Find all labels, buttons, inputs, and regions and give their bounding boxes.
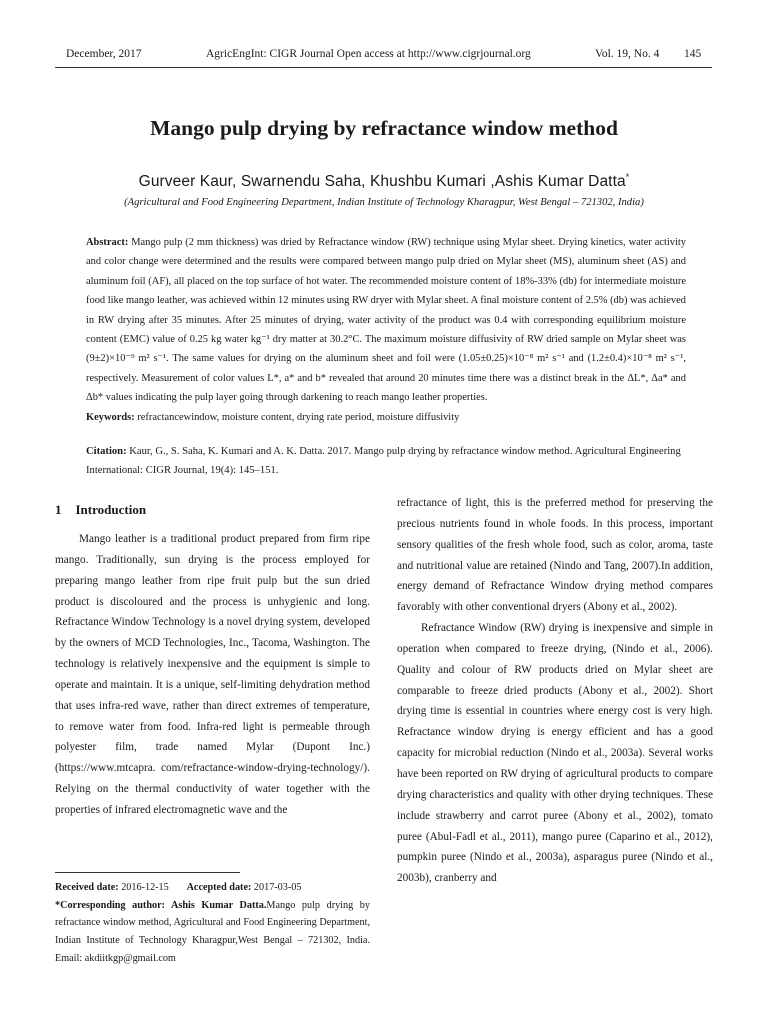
header-volume: Vol. 19, No. 4 <box>595 48 660 60</box>
abstract-block <box>86 233 686 427</box>
footnote-block <box>55 879 370 968</box>
corresponding-mark: * <box>625 172 630 182</box>
intro-paragraph-1: Mango leather is a traditional product prepared from firm ripe mango. Traditionally, sun drying is the process employed for preparing mango leather from ripe fruit pulp but the sun dried product is discoloured and the process is unhygienic and long. Refractance Window Technology is a novel drying system, developed by the owners of MCD Technologies, Inc., Tacoma, Washington. The technology is relatively inexpensive and the equipment is simple to operate and maintain. It is a unique, self-limiting dehydration method that uses infra-red wave, rather than direct extremes of temperature, to remove water from food. Infra-red light is permeable through polyester film, trade named Mylar (Dupont Inc.) (https://www.mtcapra. com/refractance-window-drying-technology/). Relying on the thermal conductivity of water together with the properties of infrared electromagnetic wave and the <box>55 533 370 816</box>
header-date: December, 2017 <box>66 48 142 60</box>
keywords-line <box>86 408 686 427</box>
received-label: Received date: <box>55 882 119 893</box>
section-title: Introduction <box>75 502 147 517</box>
affiliation: (Agricultural and Food Engineering Department, Indian Institute of Technology Kharagpur, West Bengal – 721302, India) <box>124 197 644 208</box>
corresponding-author-note <box>55 897 370 968</box>
intro-paragraph-2: Refractance Window (RW) drying is inexpensive and simple in operation when compared to freeze drying, (Nindo et al., 2006). Quality and colour of RW products dried on Mylar sheet are comparable to freeze dried products (Abony et al., 2002). Short drying time is essential in countries where energy cost is very high. Refractance window drying is energy efficient and has a good capacity for microbial reduction (Nindo et al., 2003a). Several works have been reported on RW drying of agricultural products to compare drying characteristics and quality with other drying techniques. These include strawberry and carrot puree (Abony et al., 2002), tomato puree (Abul-Fadl et al., 2011), mango puree (Caparino et al., 2012), pumpkin puree (Nindo et al., 2003a), asparagus puree (Nindo et al., 2003b), cranberry and <box>397 622 713 885</box>
accepted-date: 2017-03-05 <box>253 882 302 893</box>
header-page-number: 145 <box>684 48 702 60</box>
header-rule <box>55 67 712 68</box>
accepted-label: Accepted date: <box>186 882 252 893</box>
paper-title: Mango pulp drying by refractance window method <box>150 116 618 140</box>
citation-text: Kaur, G., S. Saha, K. Kumari and A. K. Datta. 2017. Mango pulp drying by refractance window method. Agricultural Engineering International: CIGR Journal, 19(4): 145–151. <box>86 446 681 476</box>
left-column <box>55 529 370 821</box>
author-list <box>0 172 768 191</box>
corresponding-label: *Corresponding author: Ashis Kumar Datta. <box>55 899 267 911</box>
dates-line <box>55 879 370 897</box>
section-number: 1 <box>55 502 62 517</box>
keywords-label: Keywords: <box>86 411 135 423</box>
section-heading <box>55 502 146 518</box>
received-date: 2016-12-15 <box>121 882 169 893</box>
abstract-paragraph <box>86 233 686 408</box>
corresponding-text: Mango pulp drying by refractance window method, Agricultural and Food Engineering Department, Indian Institute of Technology Kharagpur,West Bengal – 721302, India. Email: akdiitkgp@gmail.com <box>55 899 370 964</box>
authors-text: Gurveer Kaur, Swarnendu Saha, Khushbu Kumari ,Ashis Kumar Datta <box>138 173 626 191</box>
citation-block <box>86 442 686 480</box>
abstract-label: Abstract: <box>86 237 129 248</box>
abstract-text: Mango pulp (2 mm thickness) was dried by Refractance window (RW) technique using Mylar sheet. Drying kinetics, water activity and color change were determined and the results were compared between mango pulp dried on Mylar sheet (MS), aluminum sheet (AS) and aluminum foil (AF), all placed on the top surface of hot water. The recommended moisture content of 18%-33% (db) for intermediate moisture food like mango leather, was achieved within 12 minutes using RW dryer with Mylar sheet. A final moisture content of 2.5% (db) was achieved in RW drying after 35 minutes. After 25 minutes of drying, water activity of the product was 0.4 with corresponding equilibrium moisture content (EMC) value of 0.25 kg water kg⁻¹ dry matter at 30.2°C. The maximum moisture diffusivity of RW dried sample on Mylar sheet was (9±2)×10⁻⁹ m² s⁻¹. The same values for drying on the aluminum sheet and foil were (1.05±0.25)×10⁻⁸ m² s⁻¹ and (1.2±0.4)×10⁻⁸ m² s⁻¹, respectively. Measurement of color values L*, a* and b* revealed that around 20 minutes time there was a distinct break in the ΔL*, Δa* and Δb* values indicating the pulp layer going through darkening to reach mango leather properties. <box>86 237 686 404</box>
citation-label: Citation: <box>86 446 127 457</box>
keywords-text: refractancewindow, moisture content, drying rate period, moisture diffusivity <box>137 411 460 423</box>
intro-paragraph-continued: refractance of light, this is the preferred method for preserving the precious nutrients found in whole foods. In this process, important sensory qualities of the fresh whole food, such as color, aroma, taste and nutritional value are retained (Nindo and Tang, 2007).In addition, energy demand of Refractance Window drying method compares favorably with other conventional dryers (Abony et al., 2002). <box>397 497 713 614</box>
header-journal: AgricEngInt: CIGR Journal Open access at http://www.cigrjournal.org <box>206 48 531 60</box>
running-header <box>55 48 712 66</box>
right-column <box>397 493 713 889</box>
footnote-rule <box>55 872 240 873</box>
